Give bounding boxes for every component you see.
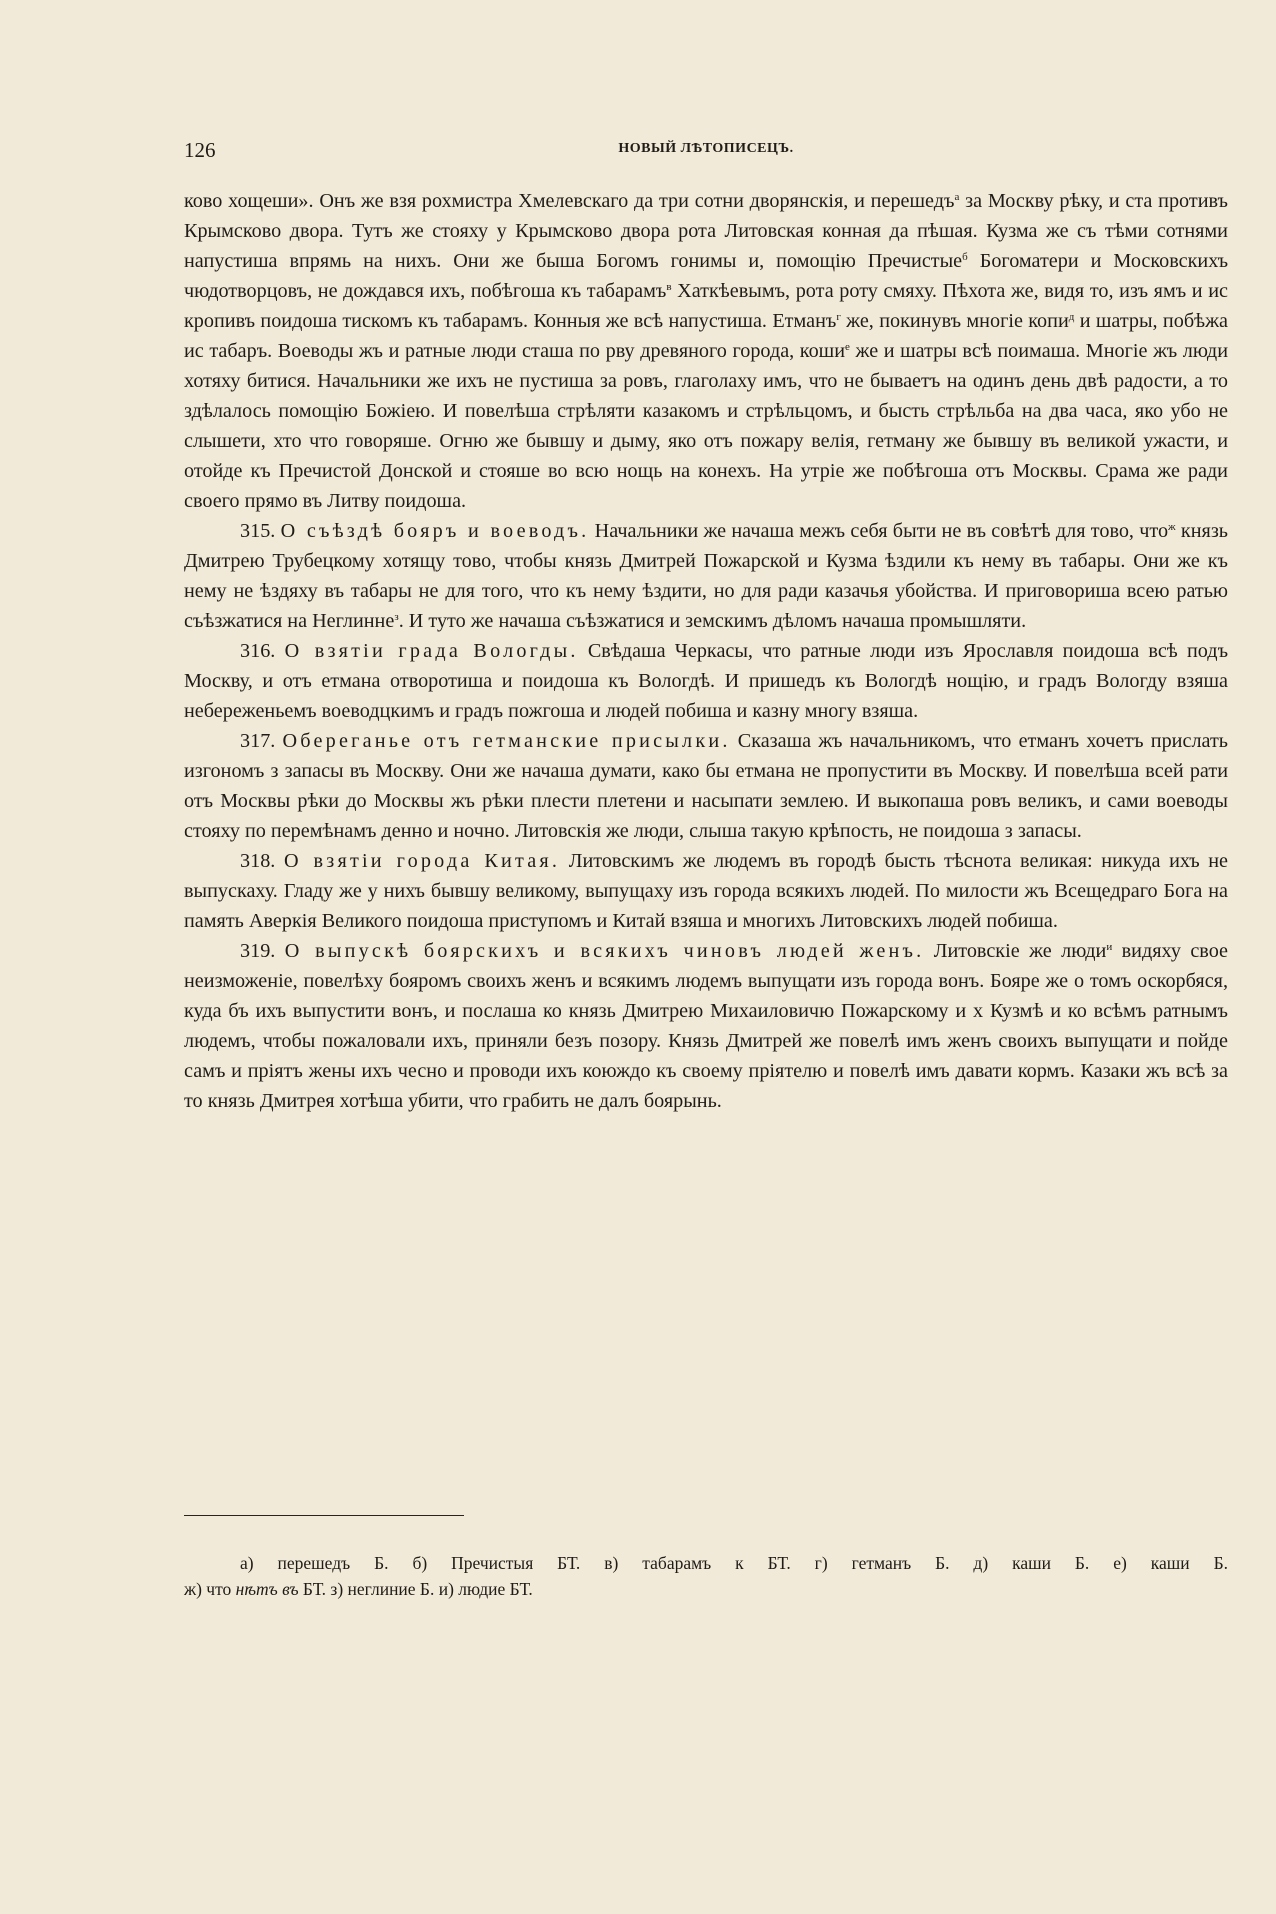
footnotes (184, 1550, 1228, 1602)
paragraph-continuation (184, 186, 1228, 516)
section-number: 318. (240, 850, 276, 872)
footnote-mark: в (666, 281, 672, 293)
section-title: Оберeганье отъ гетманские присылки. (282, 730, 731, 752)
footnote-mark: з (394, 611, 399, 623)
section-title: О съѣздѣ бояръ и воеводъ. (280, 520, 590, 542)
text-span: . И туто же начаша съѣзжатися и земскимъ дѣломъ начаша промышляти. (398, 610, 1027, 632)
text-span: Литовскимъ же людемъ въ городѣ бысть тѣснота великая: никуда ихъ не выпускаху. Гладу же у нихъ бывшу великому, выпущаху изъ города всякихъ людей. По милости жъ Всещедраго Бога на память Аверкія Великого поидоша приступомъ и Китай взяша и многихъ Литовскихъ людей побиша. (184, 850, 1229, 932)
footnote-mark: д (1068, 311, 1075, 323)
section-title: О взятіи города Китая. (283, 850, 561, 872)
text-span: Богоматери и Московскихъ чюдотворцовъ, не дождався ихъ, побѣгоша къ табарамъ (184, 250, 1229, 302)
text-span: Начальники же начаша межъ себя быти не въ совѣтѣ для тово, что (589, 520, 1169, 542)
footnote-mark: и (1106, 941, 1113, 953)
footnote-mark: б (962, 251, 968, 263)
text-span: и шатры, побѣжа ис табаръ. Воеводы жъ и ратные люди сташа по рву древяного города, коши (184, 310, 1228, 362)
footnote-separator (184, 1515, 464, 1516)
running-title: НОВЫЙ ЛѢТОПИСЕЦЪ. (618, 141, 794, 156)
section-317 (184, 726, 1228, 846)
text-span: Свѣдаша Черкасы, что ратные люди изъ Ярославля поидоша всѣ подъ Москву, и отъ етмана отворотиша и поидоша къ Вологдѣ. И пришедъ къ Вологдѣ нощію, и градъ Вологду взяша небереженьемъ воеводцкимъ и градъ пожгоша и людей побиша и казну многу взяша. (184, 640, 1229, 722)
section-number: 316. (240, 640, 276, 662)
text-span: князь Дмитрею Трубецкому хотящу тово, чтобы князь Дмитрей Пожарской и Кузма ѣздили къ нему въ табары. Они же къ нему не ѣздяху въ табары не для того, что къ нему ѣздити, но для ради казачья убойства. И приговориша всею ратью съѣзжатися на Неглинне (184, 520, 1228, 632)
text-span: Литовскіе же люди (924, 940, 1107, 962)
text-span: БТ. з) неглиние Б. и) людие БТ. (298, 1579, 533, 1599)
text-span: Хаткѣевымъ, рота роту смяху. Пѣхота же, видя то, изъ ямъ и ис кропивъ поидоша тискомъ къ табарамъ. Конныя же всѣ напустиша. Етманъ (184, 280, 1229, 332)
section-318 (184, 846, 1228, 936)
text-span: же и шатры всѣ поимаша. Многіе жъ люди хотяху битися. Начальники же ихъ не пустиша за ровъ, глаголаху имъ, что не бываетъ на одинъ день двѣ радости, а то здѣлалось помощію Божіею. И повелѣша стрѣляти казакомъ и стрѣльцомъ, и бысть стрѣльба на два часа, яко убо не слышети, хто что говоряше. Огню же бывшу и дыму, яко отъ пожару велія, гетману же бывшу въ великой ужасти, и отойде къ Пречистой Донской и стояше во всю нощь на конехъ. На утріе же побѣгоша отъ Москвы. Срама же ради своего прямо въ Литву поидоша. (184, 340, 1228, 512)
section-title: О выпускѣ боярскихъ и всякихъ чиновъ людей женъ. (284, 940, 925, 962)
footnote-line (184, 1576, 1228, 1602)
text-span: же, покинувъ многіе копи (840, 310, 1069, 332)
section-title: О взятіи града Вологды. (284, 640, 579, 662)
section-316 (184, 636, 1228, 726)
section-number: 317. (240, 730, 276, 752)
italic-text: нѣтъ въ (235, 1579, 299, 1599)
section-number: 319. (240, 940, 276, 962)
footnote-mark: г (836, 311, 841, 323)
section-number: 315. (240, 520, 276, 542)
body-text (184, 186, 1228, 1116)
text-span: ково хощеши». Онъ же взя рохмистра Хмелевскаго да три сотни дворянскія, и перешедъ (184, 190, 955, 212)
text-span: за Москву рѣку, и ста противъ Крымсково двора. Тутъ же стояху у Крымсково двора рота Литовская конная да пѣшая. Кузма же съ тѣми сотнями напустиша впрямь на нихъ. Они же быша Богомъ гонимы и, помощію Пречистые (184, 190, 1228, 272)
section-315 (184, 516, 1228, 636)
page-header (184, 138, 1228, 168)
footnote-mark: е (845, 341, 850, 353)
text-span: Сказаша жъ начальникомъ, что етманъ хочетъ прислать изгономъ з запасы въ Москву. Они же начаша думати, како бы етмана не пропустити въ Москву. И повелѣша всей рати отъ Москвы рѣки до Москвы жъ рѣки плести плетени и насыпати землею. И выкопаша ровъ великъ, и сами воеводы стояху по перемѣнамъ денно и ночно. Литовскія же люди, слыша такую крѣпость, не поидоша з запасы. (184, 730, 1228, 842)
footnote-mark: а (954, 191, 960, 203)
text-span: видяху свое неизможеніе, повелѣху бояромъ своихъ женъ и всякимъ людемъ выпущати изъ города вонъ. Бояре же о томъ оскорбяся, куда бъ ихъ выпустити вонъ, и послаша ко князь Дмитрею Михаиловичю Пожарскому и х Кузмѣ и ко всѣмъ ратнымъ людемъ, чтобы пожаловали ихъ, приняли безъ позору. Князь Дмитрей же повелѣ имъ женъ своихъ выпущати и пойде самъ и пріятъ жены ихъ чесно и проводи ихъ коюждо къ своему пріятелю и повелѣ имъ давати кормъ. Казаки жъ всѣ за то князь Дмитрея хотѣша убити, что грабить не далъ боярынь. (184, 940, 1228, 1112)
page-number: 126 (184, 138, 216, 162)
footnote-mark: ж (1168, 521, 1176, 533)
section-319 (184, 936, 1228, 1116)
text-span: ж) что (184, 1579, 236, 1599)
footnote-line: а) перешедъ Б. б) Пречистыя БТ. в) табарамъ к БТ. г) гетманъ Б. д) каши Б. е) каши Б. (240, 1553, 1228, 1573)
